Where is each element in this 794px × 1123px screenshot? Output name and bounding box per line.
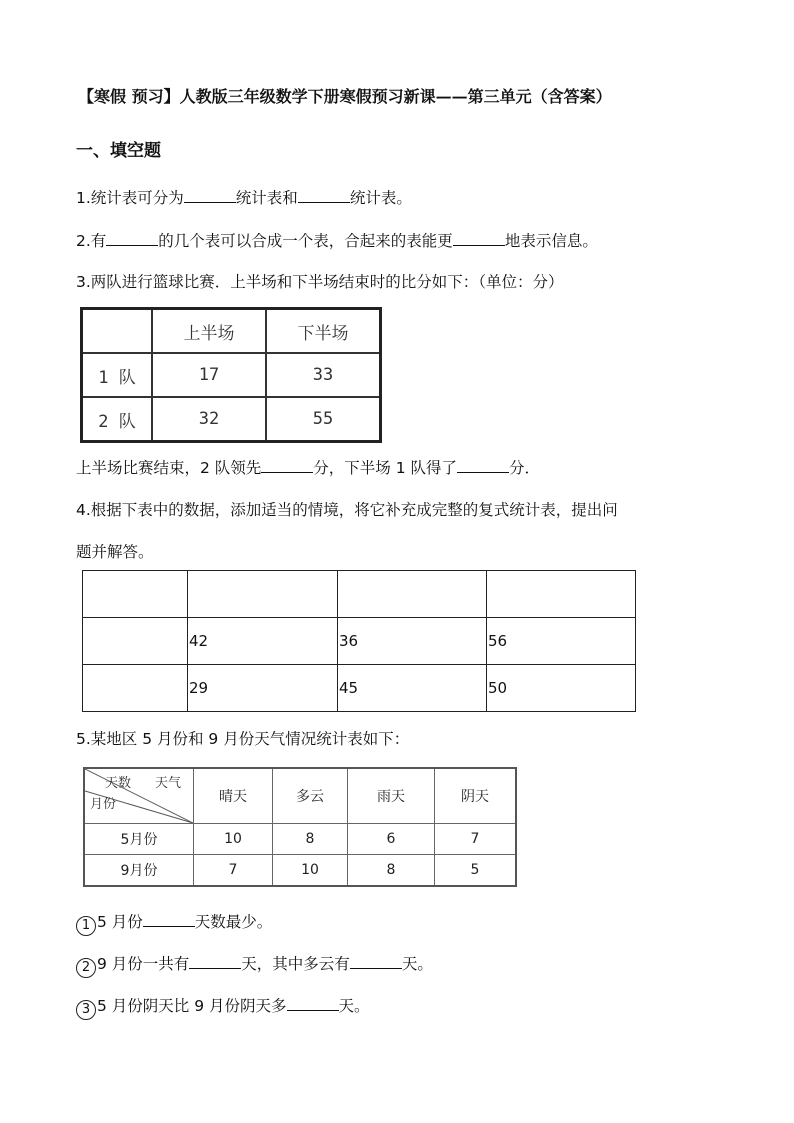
q2-text-mid: 的几个表可以合成一个表，合起来的表能更: [158, 232, 453, 250]
table-cell: 33: [266, 353, 381, 397]
page-title: 【寒假 预习】人教版三年级数学下册寒假预习新课——第三单元（含答案）: [78, 87, 612, 106]
answer-blank[interactable]: [106, 231, 158, 246]
column-header: 下半场: [266, 309, 381, 354]
table-cell: 6: [348, 824, 435, 855]
score-table: [80, 307, 382, 443]
answer-blank[interactable]: [287, 996, 339, 1011]
weather-table: [83, 767, 517, 887]
table-cell: 45: [338, 665, 487, 712]
sub3-post: 天。: [338, 997, 370, 1015]
q3-after-mid: 分，下半场 1 队得了: [313, 459, 458, 477]
table-cell: 8: [273, 824, 348, 855]
corner-label-month: 月份: [90, 797, 117, 812]
answer-blank[interactable]: [184, 188, 236, 203]
table-header-row: [82, 309, 381, 354]
table-cell[interactable]: [188, 571, 338, 618]
table-cell: 10: [194, 824, 273, 855]
answer-blank[interactable]: [189, 954, 241, 969]
column-header: 上半场: [152, 309, 266, 354]
sub2-post: 天。: [401, 955, 433, 973]
sub2-pre: 9 月份一共有: [97, 955, 190, 973]
sub1-pre: 5 月份: [97, 913, 143, 931]
corner-label-weather: 天气: [155, 776, 182, 791]
table-cell: 29: [188, 665, 338, 712]
table-cell: 56: [487, 618, 636, 665]
table-corner-cell: [82, 309, 153, 354]
table-cell[interactable]: [338, 571, 487, 618]
table-cell: 8: [348, 855, 435, 886]
answer-blank[interactable]: [143, 912, 195, 927]
column-header: 多云: [273, 768, 348, 824]
table-cell: 10: [273, 855, 348, 886]
table-cell: 32: [152, 397, 266, 442]
sub1-post: 天数最少。: [194, 913, 273, 931]
table-row: [84, 824, 516, 855]
column-header: 雨天: [348, 768, 435, 824]
table-cell: 42: [188, 618, 338, 665]
table-cell[interactable]: [83, 665, 188, 712]
column-header: 晴天: [194, 768, 273, 824]
section-heading: 一、填空题: [76, 141, 161, 161]
question-3: 3.两队进行篮球比赛．上半场和下半场结束时的比分如下：（单位：分）: [76, 273, 564, 291]
q3-after-post: 分．: [509, 459, 541, 477]
row-header: 1 队: [82, 353, 153, 397]
q3-after-pre: 上半场比赛结束，2 队领先: [76, 459, 262, 477]
data-table: [82, 570, 636, 712]
row-header: 2 队: [82, 397, 153, 442]
question-5-sub-3: [76, 994, 370, 1020]
question-1: [76, 186, 412, 208]
q2-text-pre: 2.有: [76, 232, 107, 250]
circled-number-2: 2: [76, 958, 96, 978]
table-cell[interactable]: [83, 618, 188, 665]
question-4-line-2: 题并解答。: [76, 543, 154, 561]
q2-text-post: 地表示信息。: [504, 232, 598, 250]
q1-text-pre: 1.统计表可分为: [76, 189, 184, 207]
corner-label-days: 天数: [105, 776, 132, 791]
row-header: 9月份: [84, 855, 194, 886]
sub2-mid: 天，其中多云有: [241, 955, 350, 973]
answer-blank[interactable]: [298, 188, 350, 203]
question-3-answer-line: [76, 456, 540, 478]
question-5: 5.某地区 5 月份和 9 月份天气情况统计表如下：: [76, 730, 410, 748]
question-2: [76, 229, 598, 251]
answer-blank[interactable]: [350, 954, 402, 969]
table-row: [83, 665, 636, 712]
table-cell: 17: [152, 353, 266, 397]
table-row: [83, 571, 636, 618]
table-cell: 55: [266, 397, 381, 442]
table-row: [84, 855, 516, 886]
table-row: [82, 397, 381, 442]
answer-blank[interactable]: [457, 458, 509, 473]
row-header: 5月份: [84, 824, 194, 855]
circled-number-3: 3: [76, 1000, 96, 1020]
table-cell: 36: [338, 618, 487, 665]
column-header: 阴天: [435, 768, 517, 824]
answer-blank[interactable]: [261, 458, 313, 473]
table-cell[interactable]: [487, 571, 636, 618]
answer-blank[interactable]: [453, 231, 505, 246]
q1-text-post: 统计表。: [349, 189, 412, 207]
table-row: [83, 618, 636, 665]
table-cell: 5: [435, 855, 517, 886]
table-cell: 7: [435, 824, 517, 855]
question-4-line-1: 4.根据下表中的数据，添加适当的情境，将它补充成完整的复式统计表，提出问: [76, 501, 618, 519]
sub3-pre: 5 月份阴天比 9 月份阴天多: [97, 997, 287, 1015]
question-5-sub-2: [76, 952, 433, 978]
table-cell[interactable]: [83, 571, 188, 618]
table-row: [82, 353, 381, 397]
circled-number-1: 1: [76, 916, 96, 936]
table-cell: 7: [194, 855, 273, 886]
table-cell: 50: [487, 665, 636, 712]
q1-text-mid: 统计表和: [235, 189, 298, 207]
table-header-row: [84, 768, 516, 824]
question-5-sub-1: [76, 910, 272, 936]
diagonal-header-cell: [84, 768, 194, 824]
